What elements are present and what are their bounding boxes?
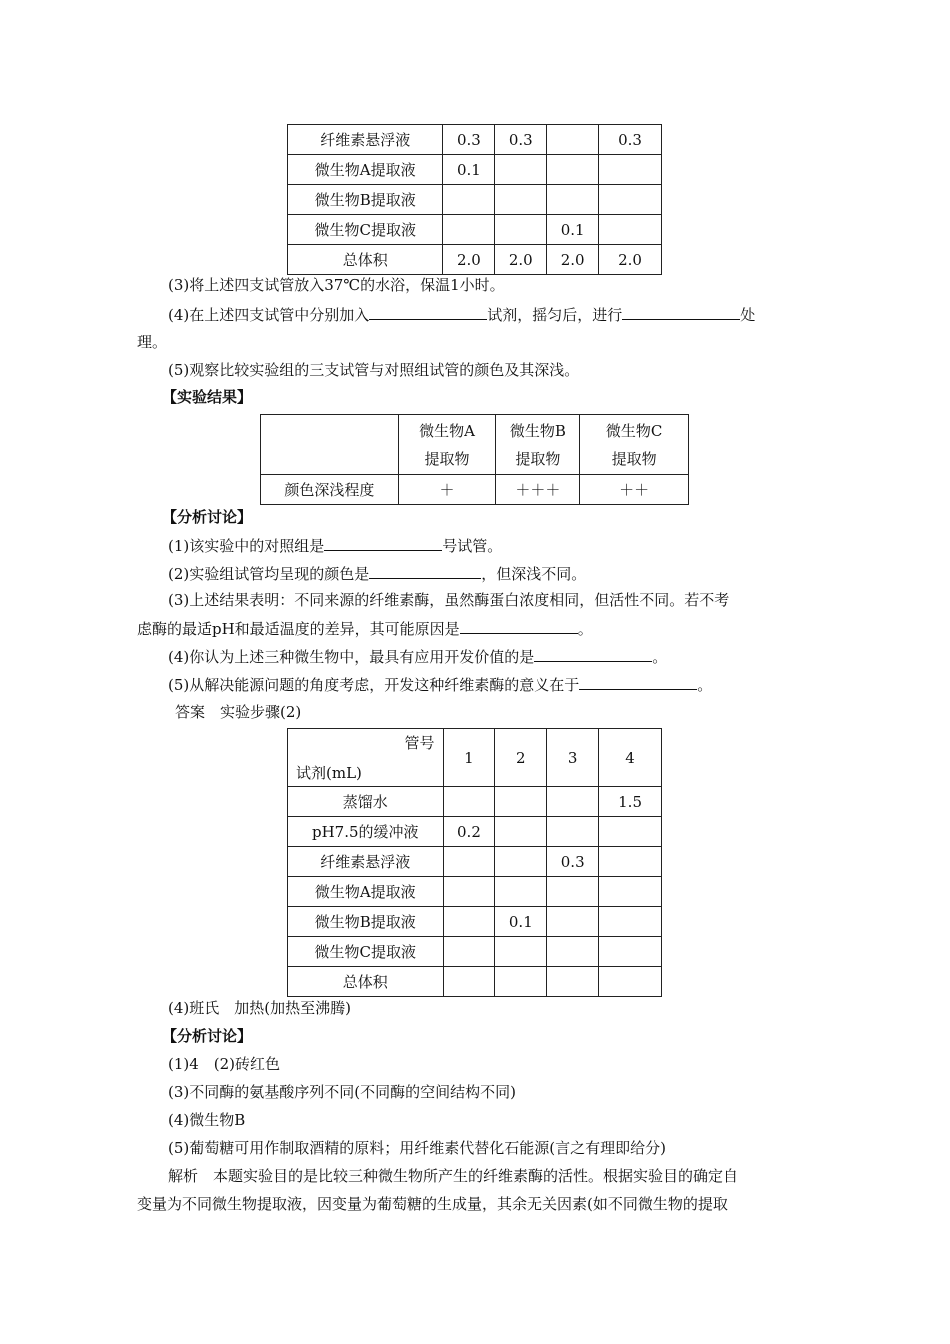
table-row [288, 877, 662, 907]
question-5: (5)从解决能源问题的角度考虑，开发这种纤维素酶的意义在于 。 [168, 676, 713, 694]
results-value-a: ＋ [398, 475, 496, 505]
table-cell [495, 847, 547, 877]
table-cell [599, 937, 662, 967]
table-cell: 0.3 [495, 125, 547, 155]
results-value-b: ＋＋＋ [496, 475, 580, 505]
table-row [288, 245, 662, 275]
table-cell [599, 215, 662, 245]
results-heading: 【实验结果】 [162, 388, 253, 406]
blank-reason[interactable] [460, 618, 578, 634]
blank-microbe[interactable] [534, 646, 652, 662]
table-cell [495, 787, 547, 817]
step-4: (4)在上述四支试管中分别加入 试剂，摇匀后，进行 处 [168, 306, 756, 324]
row-label: pH7.5的缓冲液 [288, 817, 444, 847]
table-cell [599, 907, 662, 937]
row-label: 总体积 [288, 967, 444, 997]
answer-table-corner [288, 729, 444, 787]
reagent-table-top [287, 124, 662, 275]
table-row [288, 907, 662, 937]
table-cell [443, 877, 495, 907]
table-cell [547, 155, 599, 185]
row-label: 总体积 [288, 245, 443, 275]
table-cell: 2.0 [599, 245, 662, 275]
answer-step-4: (4)班氏 加热(加热至沸腾) [168, 999, 351, 1017]
step-3: (3)将上述四支试管放入37℃的水浴，保温1小时。 [168, 276, 505, 294]
table-row [288, 787, 662, 817]
table-cell [495, 817, 547, 847]
blank-significance[interactable] [579, 674, 697, 690]
results-corner-cell [261, 415, 399, 475]
row-label: 蒸馏水 [288, 787, 444, 817]
results-row-label: 颜色深浅程度 [261, 475, 399, 505]
table-cell [547, 125, 599, 155]
table-cell: 0.3 [547, 847, 599, 877]
table-cell [599, 847, 662, 877]
table-cell [495, 185, 547, 215]
table-cell: 2.0 [547, 245, 599, 275]
table-row [288, 125, 662, 155]
answer-intro: 答案 实验步骤(2) [175, 703, 302, 721]
table-cell [599, 155, 662, 185]
row-label: 微生物B提取液 [288, 907, 444, 937]
col-header: 3 [547, 729, 599, 787]
answer-4: (4)微生物B [168, 1111, 246, 1129]
col-header: 1 [443, 729, 495, 787]
table-row [288, 817, 662, 847]
blank-treatment[interactable] [622, 304, 740, 320]
corner-tube-number: 管号 [404, 734, 435, 752]
table-cell: 1.5 [599, 787, 662, 817]
table-cell [547, 787, 599, 817]
table-row [288, 967, 662, 997]
table-cell [443, 907, 495, 937]
row-label: 微生物A提取液 [288, 155, 443, 185]
table-cell [495, 155, 547, 185]
table-cell [547, 937, 599, 967]
table-cell [547, 907, 599, 937]
corner-reagent: 试剂(mL) [296, 764, 362, 782]
table-cell: 0.3 [443, 125, 495, 155]
row-label: 纤维素悬浮液 [288, 847, 444, 877]
table-cell: 0.3 [599, 125, 662, 155]
blank-control-group[interactable] [324, 535, 442, 551]
table-cell [443, 185, 495, 215]
table-cell [495, 937, 547, 967]
table-cell [495, 967, 547, 997]
col-header: 4 [599, 729, 662, 787]
table-cell: 0.1 [547, 215, 599, 245]
table-cell: 2.0 [443, 245, 495, 275]
row-label: 微生物A提取液 [288, 877, 444, 907]
table-cell [599, 817, 662, 847]
row-label: 微生物C提取液 [288, 937, 444, 967]
table-row [288, 937, 662, 967]
question-2: (2)实验组试管均呈现的颜色是 ，但深浅不同。 [168, 565, 587, 583]
answer-1-2: (1)4 (2)砖红色 [168, 1055, 281, 1073]
analysis-line-2: 变量为不同微生物提取液，因变量为葡萄糖的生成量，其余无关因素(如不同微生物的提取 [137, 1195, 728, 1213]
table-cell [495, 877, 547, 907]
table-row [288, 155, 662, 185]
question-4: (4)你认为上述三种微生物中，最具有应用开发价值的是 。 [168, 648, 668, 666]
table-cell: 0.1 [495, 907, 547, 937]
row-label: 纤维素悬浮液 [288, 125, 443, 155]
answer-3: (3)不同酶的氨基酸序列不同(不同酶的空间结构不同) [168, 1083, 516, 1101]
discussion-heading: 【分析讨论】 [162, 508, 253, 526]
table-cell [547, 817, 599, 847]
table-row [288, 185, 662, 215]
question-1: (1)该实验中的对照组是 号试管。 [168, 537, 503, 555]
table-row [288, 847, 662, 877]
answer-5: (5)葡萄糖可用作制取酒精的原料；用纤维素代替化石能源(言之有理即给分) [168, 1139, 666, 1157]
table-cell [547, 877, 599, 907]
col-header: 2 [495, 729, 547, 787]
blank-reagent[interactable] [369, 304, 487, 320]
row-label: 微生物C提取液 [288, 215, 443, 245]
results-header-c: 微生物C 提取物 [580, 415, 689, 475]
table-cell [443, 787, 495, 817]
table-cell: 0.1 [443, 155, 495, 185]
results-value-c: ＋＋ [580, 475, 689, 505]
table-cell [547, 967, 599, 997]
table-row [288, 215, 662, 245]
results-table [260, 414, 689, 505]
table-cell [547, 185, 599, 215]
row-label: 微生物B提取液 [288, 185, 443, 215]
step-5: (5)观察比较实验组的三支试管与对照组试管的颜色及其深浅。 [168, 361, 580, 379]
table-cell [599, 185, 662, 215]
table-cell [599, 877, 662, 907]
table-cell [599, 967, 662, 997]
step-4-cont: 理。 [137, 333, 168, 351]
table-cell [443, 215, 495, 245]
results-header-b: 微生物B 提取物 [496, 415, 580, 475]
question-3: (3)上述结果表明：不同来源的纤维素酶，虽然酶蛋白浓度相同，但活性不同。若不考 [168, 591, 730, 609]
table-cell [443, 847, 495, 877]
analysis-line-1: 解析 本题实验目的是比较三种微生物所产生的纤维素酶的活性。根据实验目的确定自 [168, 1167, 739, 1185]
blank-color[interactable] [369, 563, 481, 579]
table-cell: 0.2 [443, 817, 495, 847]
table-cell [495, 215, 547, 245]
answer-discussion-heading: 【分析讨论】 [162, 1027, 253, 1045]
question-3-cont: 虑酶的最适pH和最适温度的差异，其可能原因是 。 [137, 620, 593, 638]
table-cell [443, 937, 495, 967]
table-cell: 2.0 [495, 245, 547, 275]
answer-table [287, 728, 662, 997]
table-cell [443, 967, 495, 997]
results-header-a: 微生物A 提取物 [398, 415, 496, 475]
